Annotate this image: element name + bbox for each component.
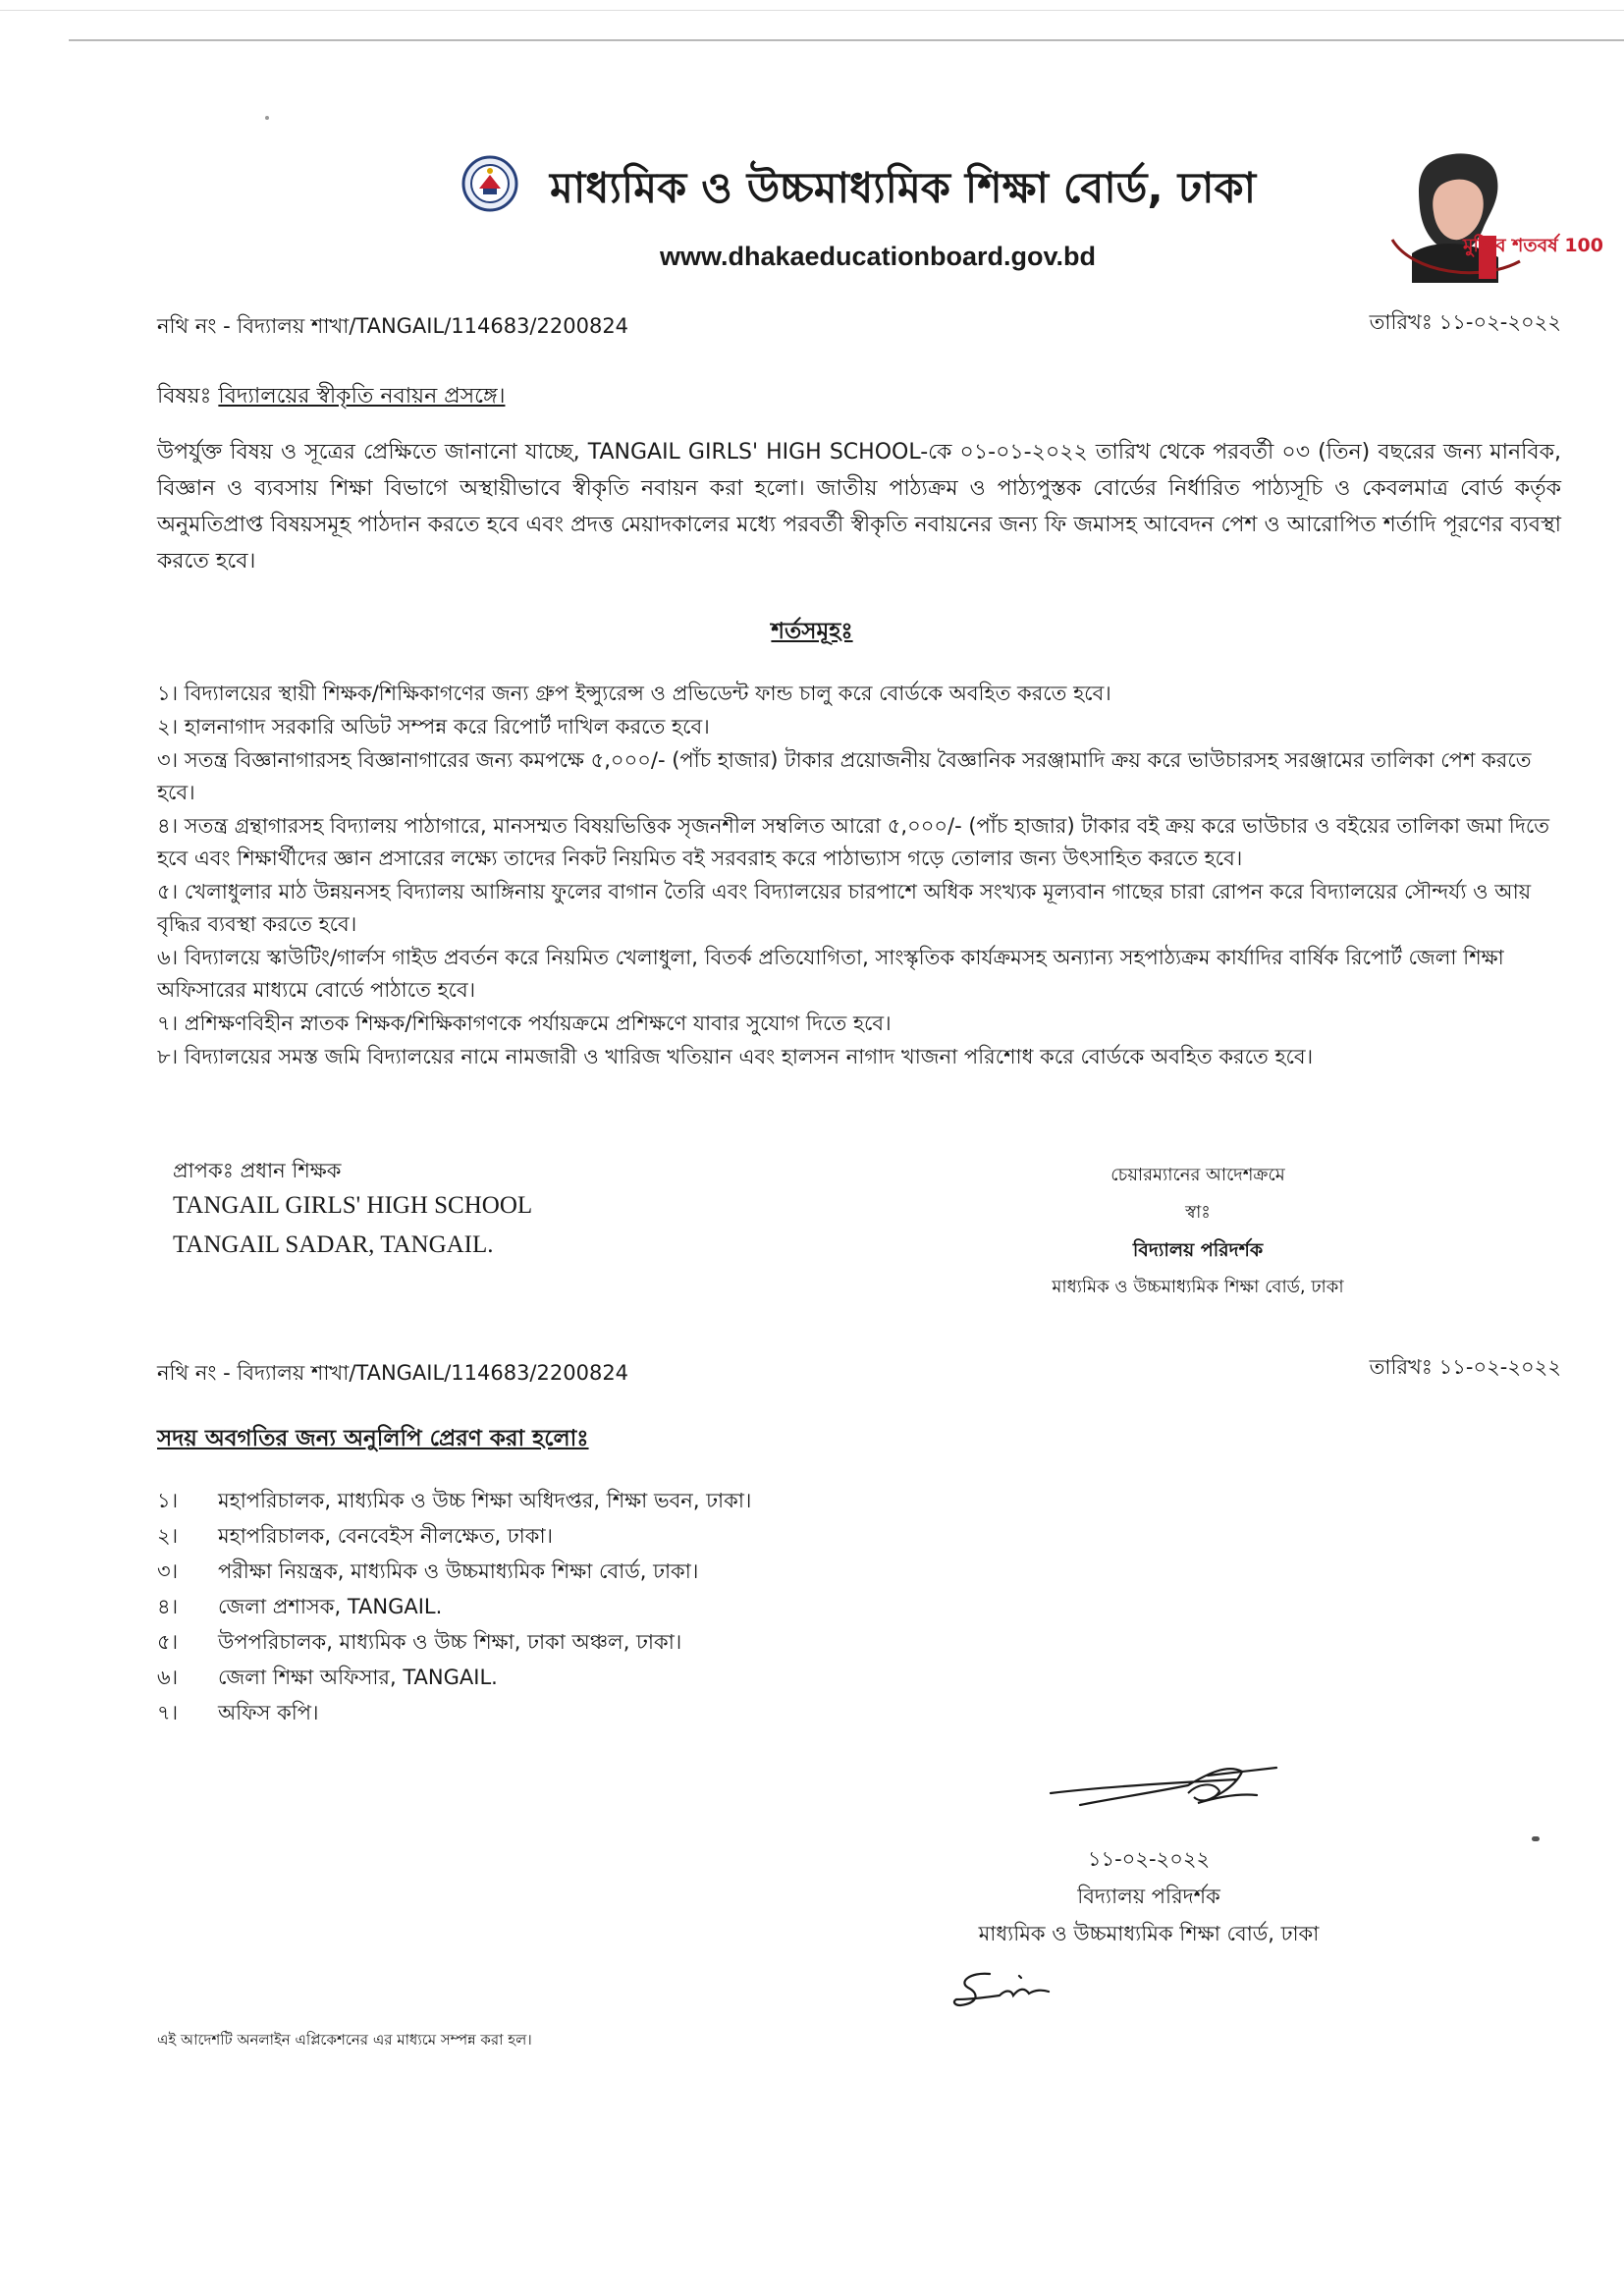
office-name: মাধ্যমিক ও উচ্চমাধ্যমিক শিক্ষা বোর্ড, ঢাকা <box>1052 1277 1344 1297</box>
copy-text: উপপরিচালক, মাধ্যমিক ও উচ্চ শিক্ষা, ঢাকা অঞ্চল, ঢাকা। <box>218 1630 682 1654</box>
mujib-centenary-badge <box>1373 145 1603 283</box>
condition-item: ৬। বিদ্যালয়ে স্কাউটিং/গার্লস গাইড প্রবর্তন করে নিয়মিত খেলাধুলা, বিতর্ক প্রতিযোগিতা, সাংস্কৃতিক কার্যক্রমসহ অন্যান্য সহপাঠ্যক্রম কার্যাদির বার্ষিক রিপোর্ট জেলা শিক্ষা অফিসারের মাধ্যমে বোর্ডে পাঠাতে হবে। <box>157 946 1504 1002</box>
scan-speck <box>265 116 269 120</box>
signature-block-2 <box>933 1840 1365 1952</box>
designation: বিদ্যালয় পরিদর্শক <box>1132 1239 1264 1261</box>
recipient-label: প্রাপকঃ প্রধান শিক্ষক <box>173 1159 342 1182</box>
copy-item <box>157 1624 751 1660</box>
office-name: মাধ্যমিক ও উচ্চমাধ্যমিক শিক্ষা বোর্ড, ঢাকা <box>978 1922 1320 1945</box>
badge-text: মুজিব শতবর্ষ 100 <box>1463 235 1603 256</box>
scan-speck <box>1532 1836 1540 1841</box>
subject-text: বিদ্যালয়ের স্বীকৃতি নবায়ন প্রসঙ্গে। <box>218 384 506 409</box>
copy-list <box>157 1483 751 1730</box>
condition-item: ৪। সতন্ত্র গ্রন্থাগারসহ বিদ্যালয় পাঠাগারে, মানসম্মত বিষয়ভিত্তিক সৃজনশীল সম্বলিত আরো ৫,০০০/- (পাঁচ হাজার) টাকার বই ক্রয় করে ভাউচার ও বইয়ের তালিকা জমা দিতে হবে এবং শিক্ষার্থীদের জ্ঞান প্রসারের লক্ষ্যে তাদের নিকট নিয়মিত বই সরবরাহ করে পাঠাভ্যাস গড়ে তোলার জন্য উৎসাহিত করতে হবে। <box>157 814 1550 870</box>
copy-text: জেলা শিক্ষা অফিসার, TANGAIL. <box>218 1666 498 1689</box>
website-link[interactable]: www.dhakaeducationboard.gov.bd <box>660 242 1097 271</box>
condition-item: ৩। সতন্ত্র বিজ্ঞানাগারসহ বিজ্ঞানাগারের জন্য কমপক্ষে ৫,০০০/- (পাঁচ হাজার) টাকার প্রয়োজনীয় বৈজ্ঞানিক সরঞ্জামাদি ক্রয় করে ভাউচারসহ সরঞ্জামের তালিকা পেশ করতে হবে। <box>157 748 1532 804</box>
signature-block-1 <box>982 1157 1414 1306</box>
scan-top-line <box>69 39 1624 41</box>
recipient-block <box>173 1155 532 1265</box>
subject-label: বিষয়ঃ <box>157 384 212 409</box>
condition-item: ২। হালনাগাদ সরকারি অডিট সম্পন্ন করে রিপোর্ট দাখিল করতে হবে। <box>157 715 710 738</box>
copy-item <box>157 1589 751 1624</box>
signature-date: ১১-০২-২০২২ <box>1087 1847 1211 1871</box>
page-title: মাধ্যমিক ও উচ্চমাধ্যমিক শিক্ষা বোর্ড, ঢাকা <box>550 164 1257 213</box>
memo-number: নথি নং - বিদ্যালয় শাখা/TANGAIL/114683/2200824 <box>157 314 629 338</box>
copy-item <box>157 1554 751 1589</box>
copy-number: ৭। <box>157 1701 179 1724</box>
copy-number: ৪। <box>157 1595 179 1618</box>
recipient-address: TANGAIL SADAR, TANGAIL. <box>173 1231 494 1258</box>
board-seal-icon <box>461 155 518 212</box>
copy-number: ৫। <box>157 1630 179 1654</box>
condition-item: ৫। খেলাধুলার মাঠ উন্নয়নসহ বিদ্যালয় আঙ্গিনায় ফুলের বাগান তৈরি এবং বিদ্যালয়ের চারপাশে অধিক সংখ্যক মূল্যবান গাছের চারা রোপন করে বিদ্যালয়ের সৌন্দর্য্য ও আয় বৃদ্ধির ব্যবস্থা করতে হবে। <box>157 880 1532 936</box>
scan-edge-line <box>0 10 1624 11</box>
copy-item <box>157 1483 751 1518</box>
copy-text: মহাপরিচালক, বেনবেইস নীলক্ষেত, ঢাকা। <box>218 1524 554 1548</box>
copy-heading: সদয় অবগতির জন্য অনুলিপি প্রেরণ করা হলোঃ <box>157 1426 589 1451</box>
letter-body: উপর্যুক্ত বিষয় ও সূত্রের প্রেক্ষিতে জানানো যাচ্ছে, TANGAIL GIRLS' HIGH SCHOOL-কে ০১-০১-২০২২ তারিখ থেকে পরবর্তী ০৩ (তিন) বছরের জন্য মানবিক, বিজ্ঞান ও ব্যবসায় শিক্ষা বিভাগে অস্থায়ীভাবে স্বীকৃতি নবায়ন করা হলো। জাতীয় পাঠ্যক্রম ও পাঠ্যপুস্তক বোর্ডের নির্ধারিত পাঠ্যসূচি ও কেবলমাত্র বোর্ড কর্তৃক অনুমতিপ্রাপ্ত বিষয়সমূহ পাঠদান করতে হবে এবং প্রদত্ত মেয়াদকালের মধ্যে পরবর্তী স্বীকৃতি নবায়নের জন্য ফি জমাসহ আবেদন পেশ ও আরোপিত শর্তাদি পূরণের ব্যবস্থা করতে হবে। <box>157 440 1561 574</box>
copy-number: ৬। <box>157 1666 179 1689</box>
copy-number: ১। <box>157 1489 179 1512</box>
condition-item: ১। বিদ্যালয়ের স্থায়ী শিক্ষক/শিক্ষিকাগণের জন্য গ্রুপ ইন্স্যুরেন্স ও প্রভিডেন্ট ফান্ড চালু করে বোর্ডকে অবহিত করতে হবে। <box>157 682 1111 705</box>
copy-text: পরীক্ষা নিয়ন্ত্রক, মাধ্যমিক ও উচ্চমাধ্যমিক শিক্ষা বোর্ড, ঢাকা। <box>218 1559 699 1583</box>
handwritten-initials <box>950 1966 1108 2013</box>
order-line: চেয়ারম্যানের আদেশক্রমে <box>1110 1165 1285 1185</box>
recipient-school: TANGAIL GIRLS' HIGH SCHOOL <box>173 1192 533 1219</box>
memo-date-copy: তারিখঃ ১১-০২-২০২২ <box>1369 1355 1561 1379</box>
handwritten-signature <box>1041 1754 1286 1823</box>
conditions-list <box>157 678 1561 1074</box>
footer-note: এই আদেশটি অনলাইন এপ্লিকেশনের এর মাধ্যমে সম্পন্ন করা হল। <box>157 2031 532 2049</box>
copy-item <box>157 1660 751 1695</box>
copy-item <box>157 1518 751 1554</box>
copy-text: অফিস কপি। <box>218 1701 319 1724</box>
condition-item: ৭। প্রশিক্ষণবিহীন স্নাতক শিক্ষক/শিক্ষিকাগণকে পর্যায়ক্রমে প্রশিক্ষণে যাবার সুযোগ দিতে হবে। <box>157 1011 892 1035</box>
designation: বিদ্যালয় পরিদর্শক <box>1077 1885 1220 1908</box>
copy-text: মহাপরিচালক, মাধ্যমিক ও উচ্চ শিক্ষা অধিদপ্তর, শিক্ষা ভবন, ঢাকা। <box>218 1489 752 1512</box>
copy-text: জেলা প্রশাসক, TANGAIL. <box>218 1595 443 1618</box>
conditions-heading: শর্তসমূহঃ <box>771 619 853 644</box>
sd-line: স্বাঃ <box>1185 1202 1211 1223</box>
subject-line <box>157 379 505 415</box>
memo-number-copy: নথি নং - বিদ্যালয় শাখা/TANGAIL/114683/2200824 <box>157 1361 629 1385</box>
condition-item: ৮। বিদ্যালয়ের সমস্ত জমি বিদ্যালয়ের নামে নামজারী ও খারিজ খতিয়ান এবং হালসন নাগাদ খাজনা পরিশোধ করে বোর্ডকে অবহিত করতে হবে। <box>157 1045 1314 1068</box>
copy-item <box>157 1695 751 1730</box>
copy-number: ৩। <box>157 1559 179 1583</box>
copy-number: ২। <box>157 1524 179 1548</box>
memo-date: তারিখঃ ১১-০২-২০২২ <box>1369 310 1561 334</box>
